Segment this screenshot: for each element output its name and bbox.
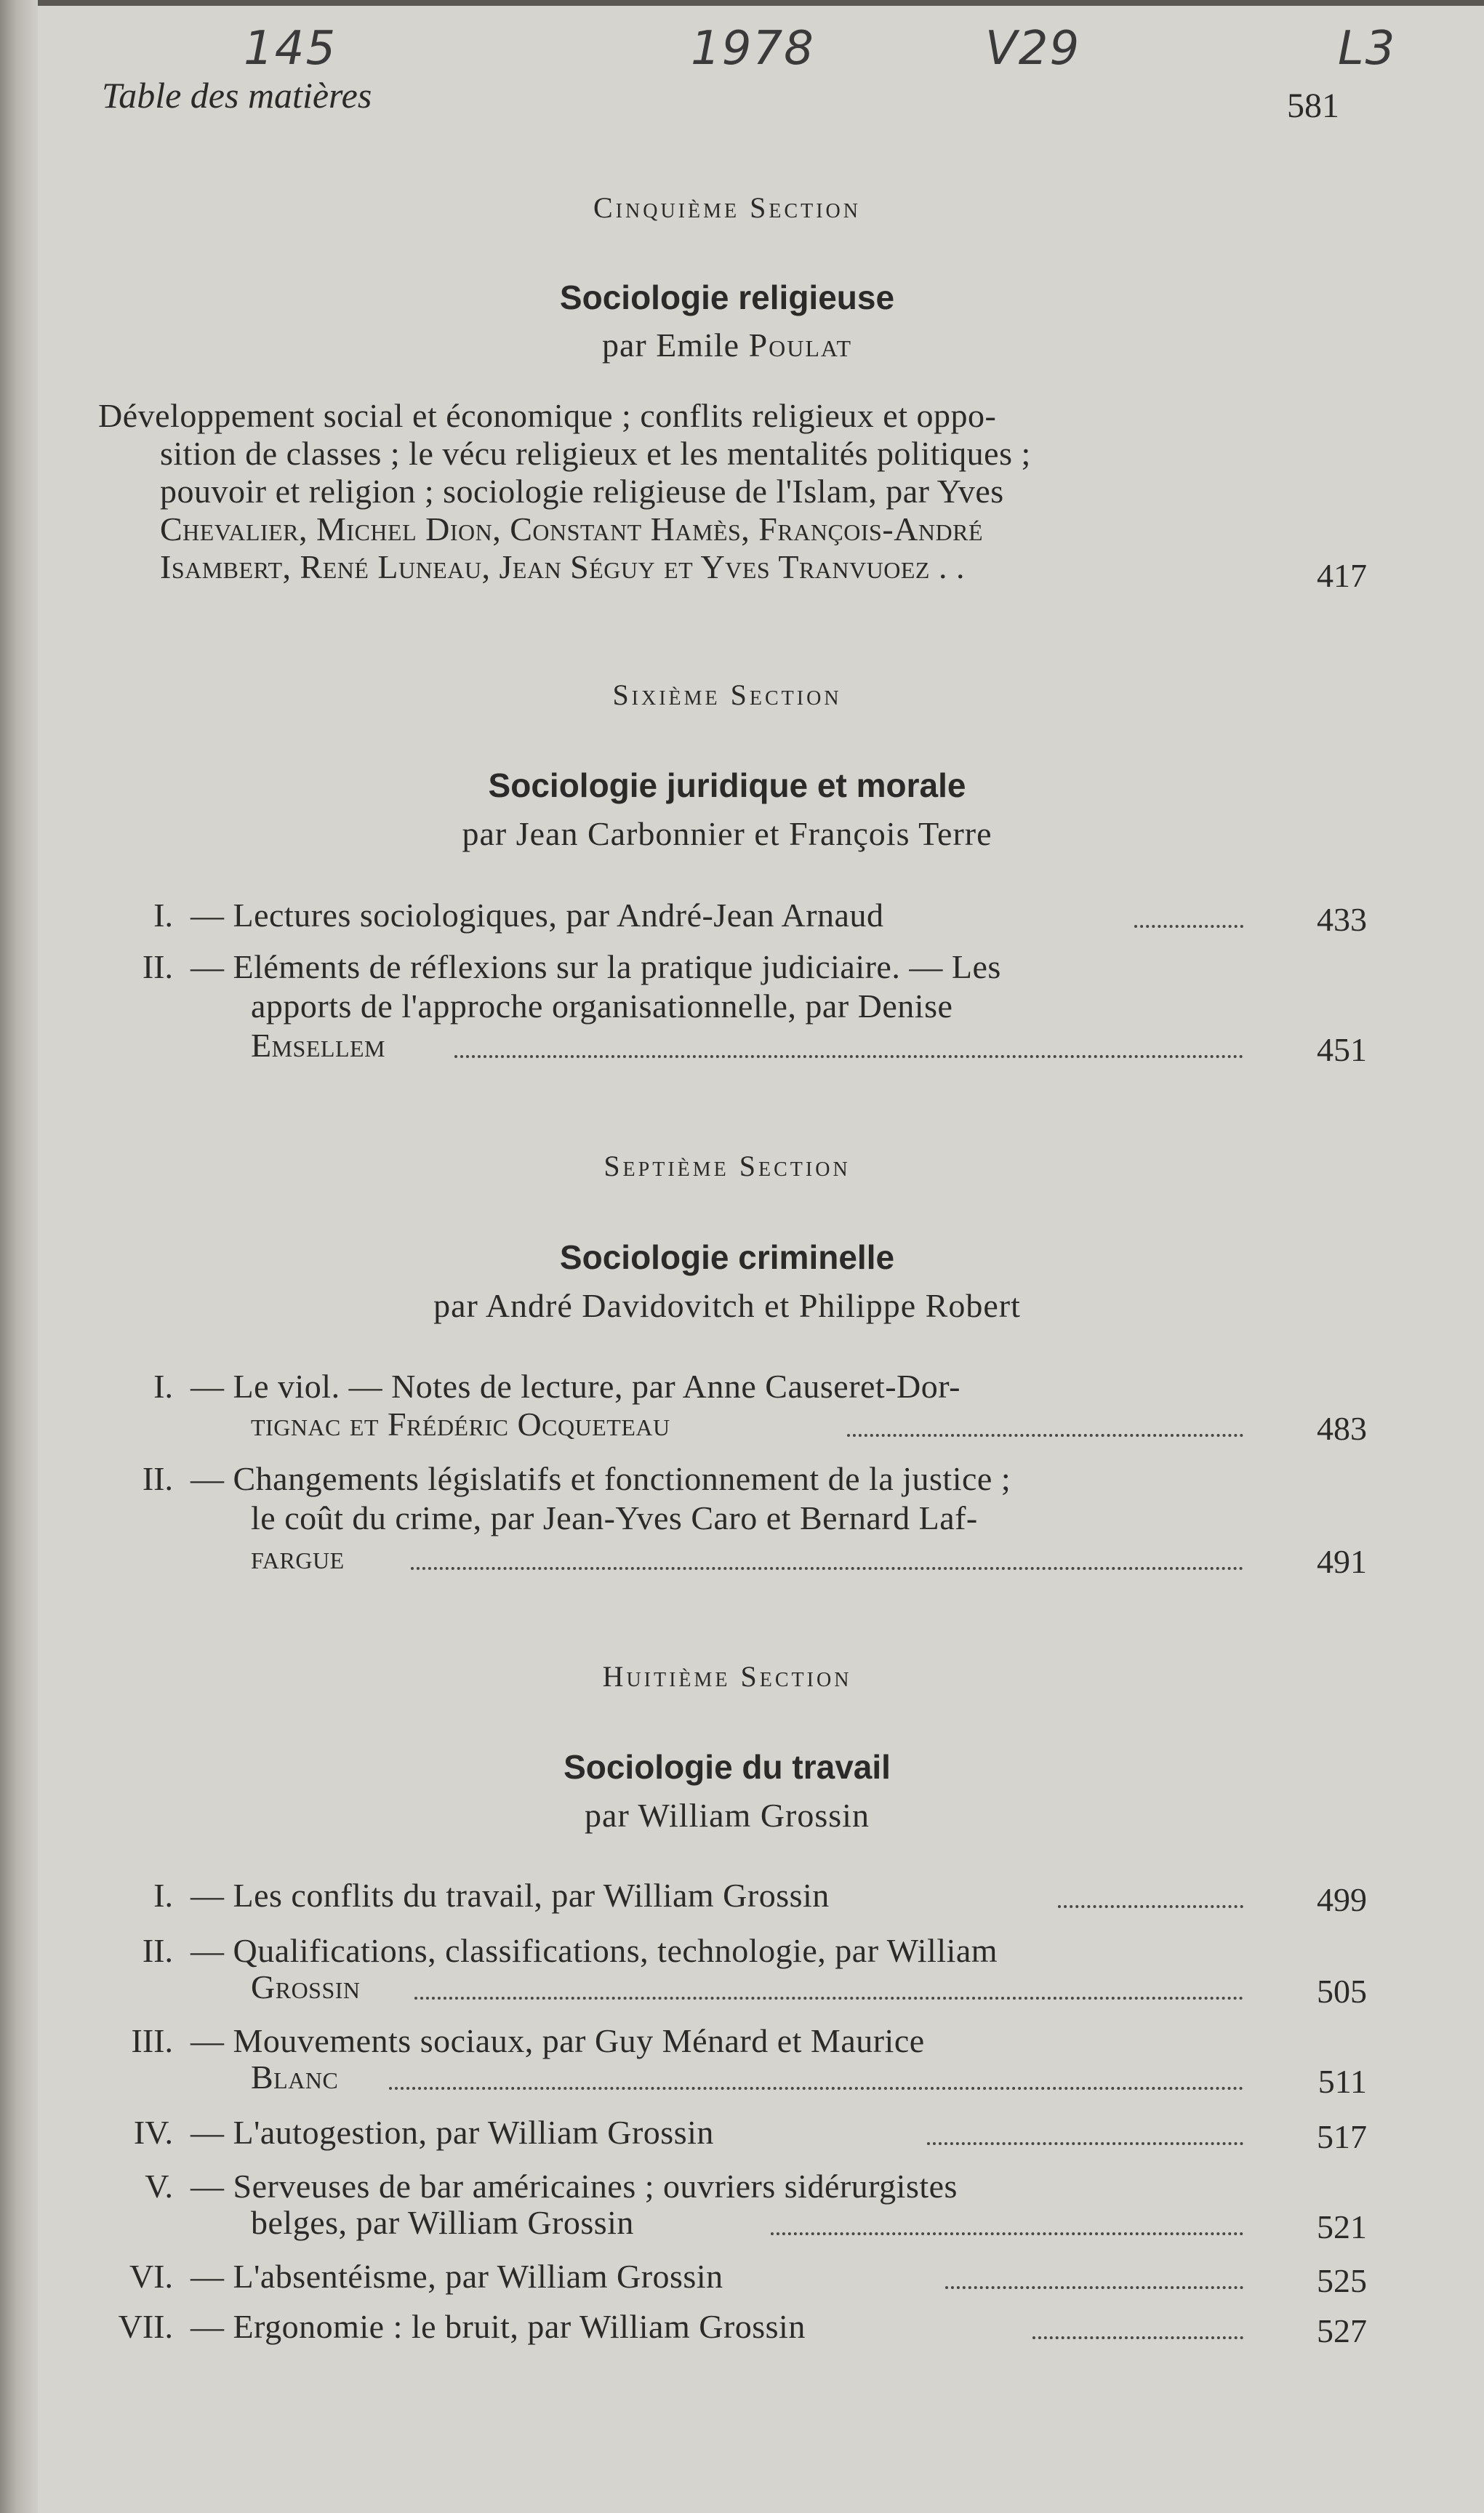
section-editors: par Jean Carbonnier et François Terre bbox=[462, 815, 992, 852]
page-ref: 517 bbox=[1317, 2118, 1367, 2155]
page-ref: 483 bbox=[1317, 1410, 1367, 1447]
dot-leader bbox=[927, 2139, 1243, 2145]
intro-line: Isambert, René Luneau, Jean Séguy et Yves Tranvuoez . . bbox=[160, 548, 965, 585]
entry-line: — Ergonomie : le bruit, par William Grossin bbox=[190, 2308, 806, 2345]
entry-line: tignac et Frédéric Ocqueteau bbox=[251, 1406, 670, 1443]
page-ref: 505 bbox=[1317, 1973, 1367, 2010]
section-label: Septième Section bbox=[603, 1150, 851, 1182]
entry-number: I. bbox=[153, 897, 173, 934]
entry-line: — Qualifications, classifications, technologie, par William bbox=[190, 1932, 998, 1969]
page-ref: 527 bbox=[1317, 2312, 1367, 2349]
page-top-edge bbox=[0, 0, 1484, 6]
entry-number: III. bbox=[131, 2022, 173, 2059]
section-label: Huitième Section bbox=[602, 1660, 852, 1693]
entry-number: II. bbox=[142, 948, 173, 985]
section-label: Sixième Section bbox=[612, 678, 842, 711]
page-ref: 511 bbox=[1317, 2063, 1367, 2100]
entry-line: — L'autogestion, par William Grossin bbox=[190, 2114, 714, 2151]
intro-line: Chevalier, Michel Dion, Constant Hamès, François-André bbox=[160, 510, 983, 548]
page-ref: 491 bbox=[1317, 1543, 1367, 1580]
entry-line: — Lectures sociologiques, par André-Jean Arnaud bbox=[190, 897, 884, 934]
page-number: 581 bbox=[1287, 87, 1339, 125]
entry-number: VI. bbox=[129, 2258, 173, 2295]
dot-leader bbox=[454, 1052, 1243, 1058]
handwritten-note: 145 bbox=[244, 22, 337, 76]
entry-line: — Changements législatifs et fonctionnement de la justice ; bbox=[190, 1460, 1011, 1497]
section-title: Sociologie criminelle bbox=[559, 1238, 895, 1276]
section-label: Cinquième Section bbox=[593, 191, 861, 224]
page-ref: 433 bbox=[1317, 901, 1367, 938]
editors-prefix: par Emile bbox=[601, 326, 740, 364]
entry-line: — Les conflits du travail, par William Grossin bbox=[190, 1877, 830, 1914]
dot-leader bbox=[1058, 1902, 1243, 1908]
dot-leader bbox=[411, 1564, 1243, 1570]
entry-line: — Eléments de réflexions sur la pratique judiciaire. — Les bbox=[190, 948, 1001, 985]
dot-leader bbox=[414, 1994, 1243, 2000]
section-title: Sociologie du travail bbox=[563, 1748, 891, 1786]
entry-line: — Mouvements sociaux, par Guy Ménard et Maurice bbox=[190, 2022, 925, 2059]
section-editors: par William Grossin bbox=[585, 1797, 870, 1834]
entry-line: fargue bbox=[251, 1539, 345, 1576]
dot-leader bbox=[1032, 2333, 1243, 2339]
entry-line: — Le viol. — Notes de lecture, par Anne Causeret-Dor- bbox=[190, 1368, 960, 1405]
entry-line: Grossin bbox=[251, 1968, 361, 2005]
intro-line: Développement social et économique ; conflits religieux et oppo- bbox=[98, 397, 997, 434]
editor-surname: Poulat bbox=[748, 326, 853, 364]
dot-leader bbox=[771, 2229, 1243, 2235]
entry-number: V. bbox=[145, 2168, 173, 2205]
entry-number: II. bbox=[142, 1460, 173, 1497]
entry-line: le coût du crime, par Jean-Yves Caro et Bernard Laf- bbox=[251, 1499, 978, 1536]
entry-number: II. bbox=[142, 1932, 173, 1969]
entry-line: — Serveuses de bar américaines ; ouvriers sidérurgistes bbox=[190, 2168, 958, 2205]
page-ref: 521 bbox=[1317, 2208, 1367, 2245]
entry-number: IV. bbox=[133, 2114, 173, 2151]
running-title: Table des matières bbox=[102, 75, 372, 116]
handwritten-note: V29 bbox=[985, 22, 1081, 76]
section-editors: par André Davidovitch et Philippe Robert bbox=[433, 1287, 1021, 1324]
entry-line: Emsellem bbox=[251, 1027, 385, 1064]
entry-line: — L'absentéisme, par William Grossin bbox=[190, 2258, 723, 2295]
entry-number: I. bbox=[153, 1877, 173, 1914]
dot-leader bbox=[945, 2283, 1243, 2289]
entry-line: apports de l'approche organisationnelle, par Denise bbox=[251, 987, 953, 1025]
dot-leader bbox=[1134, 922, 1243, 928]
handwritten-note: 1978 bbox=[691, 22, 815, 76]
page-ref: 451 bbox=[1317, 1031, 1367, 1068]
section-editors bbox=[0, 326, 1454, 364]
page-ref: 417 bbox=[1317, 557, 1367, 594]
entry-line: Blanc bbox=[251, 2059, 339, 2096]
handwritten-note: L3 bbox=[1338, 22, 1397, 76]
dot-leader bbox=[847, 1431, 1243, 1437]
dot-leader bbox=[389, 2084, 1243, 2090]
entry-number: I. bbox=[153, 1368, 173, 1405]
page-ref: 525 bbox=[1317, 2262, 1367, 2299]
section-title: Sociologie religieuse bbox=[559, 278, 895, 316]
section-title: Sociologie juridique et morale bbox=[488, 766, 966, 804]
intro-line: pouvoir et religion ; sociologie religieuse de l'Islam, par Yves bbox=[160, 473, 1004, 510]
page-ref: 499 bbox=[1317, 1881, 1367, 1918]
entry-number: VII. bbox=[118, 2308, 173, 2345]
intro-line: sition de classes ; le vécu religieux et les mentalités politiques ; bbox=[160, 435, 1031, 472]
entry-line: belges, par William Grossin bbox=[251, 2204, 634, 2241]
